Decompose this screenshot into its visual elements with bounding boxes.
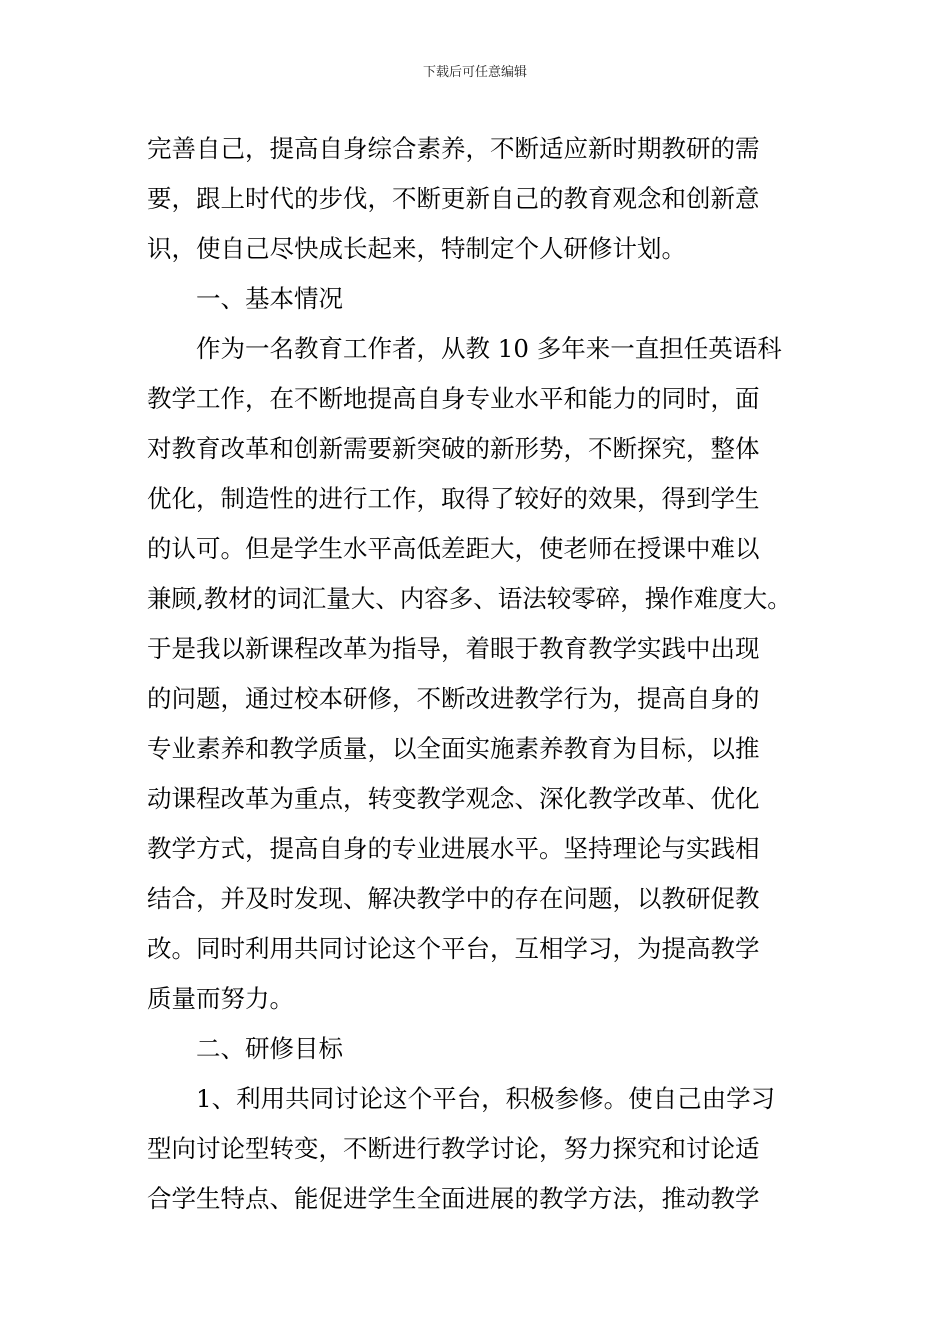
paragraph-line: 完善自己，提高自身综合素养，不断适应新时期教研的需 (147, 134, 760, 163)
paragraph-line: 教学方式，提高自身的专业进展水平。坚持理论与实践相 (147, 834, 760, 863)
paragraph-line: 兼顾,教材的词汇量大、内容多、语法较零碎，操作难度大。 (147, 584, 792, 613)
paragraph-line-indented: 作为一名教育工作者，从教 10 多年来一直担任英语科 (196, 334, 782, 363)
paragraph-line: 专业素养和教学质量，以全面实施素养教育为目标，以推 (147, 734, 760, 763)
document-body (147, 124, 827, 1224)
paragraph-line-indented: 二、研修目标 (196, 1034, 343, 1063)
paragraph-line: 教学工作，在不断地提高自身专业水平和能力的同时，面 (147, 384, 760, 413)
paragraph-line: 优化，制造性的进行工作，取得了较好的效果，得到学生 (147, 484, 760, 513)
paragraph-line: 要，跟上时代的步伐，不断更新自己的教育观念和创新意 (147, 184, 760, 213)
paragraph-line: 改。同时利用共同讨论这个平台，互相学习，为提高教学 (147, 934, 760, 963)
page-header-note: 下载后可任意编辑 (422, 65, 527, 80)
paragraph-line: 于是我以新课程改革为指导，着眼于教育教学实践中出现 (147, 634, 760, 663)
paragraph-line-indented: 一、基本情况 (196, 284, 343, 313)
paragraph-line: 合学生特点、能促进学生全面进展的教学方法，推动教学 (147, 1184, 760, 1213)
paragraph-line: 动课程改革为重点，转变教学观念、深化教学改革、优化 (147, 784, 760, 813)
paragraph-line-indented: 1、利用共同讨论这个平台，积极参修。使自己由学习 (196, 1084, 776, 1113)
paragraph-line: 型向讨论型转变，不断进行教学讨论，努力探究和讨论适 (147, 1134, 760, 1163)
paragraph-line: 结合，并及时发现、解决教学中的存在问题，以教研促教 (147, 884, 760, 913)
paragraph-line: 识，使自己尽快成长起来，特制定个人研修计划。 (147, 234, 686, 263)
paragraph-line: 质量而努力。 (147, 984, 294, 1013)
paragraph-line: 的认可。但是学生水平高低差距大，使老师在授课中难以 (147, 534, 760, 563)
paragraph-line: 的问题，通过校本研修，不断改进教学行为，提高自身的 (147, 684, 760, 713)
paragraph-line: 对教育改革和创新需要新突破的新形势，不断探究，整体 (147, 434, 760, 463)
